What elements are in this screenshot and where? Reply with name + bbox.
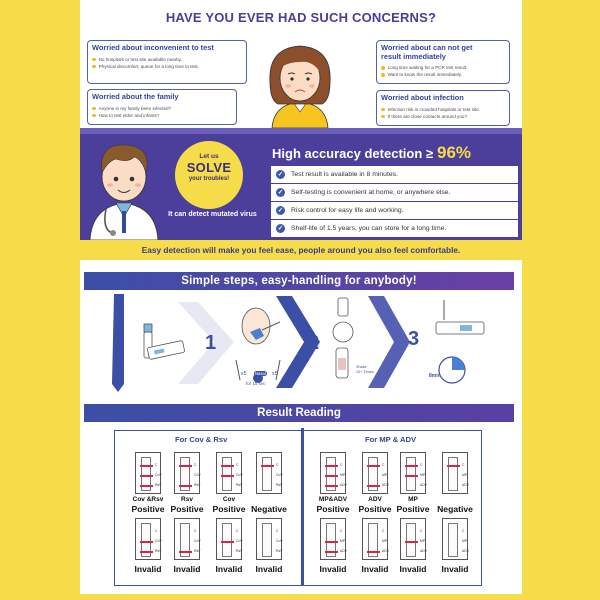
test-line <box>325 465 338 467</box>
concern-item: Physical discomfort, queue for a long time to test. <box>92 63 242 70</box>
test-cassette <box>256 452 282 494</box>
test-line <box>179 485 192 487</box>
line-label: CoV <box>194 539 201 543</box>
concern-item: Want to know the result immediately. <box>381 71 505 78</box>
result-status: Negative <box>437 504 473 514</box>
invalid-cassette <box>362 518 388 560</box>
line-label: RsV <box>194 549 201 553</box>
test-line <box>325 485 338 487</box>
yellow-frame-left <box>0 0 80 600</box>
concern-callout-test <box>87 40 247 84</box>
result-name: ADV <box>368 496 382 503</box>
line-label: C <box>382 529 385 533</box>
concern-item: Infection risk in crowded hospitals or test site. <box>381 106 505 113</box>
invalid-label: Invalid <box>255 564 283 574</box>
result-status: Positive <box>396 504 430 514</box>
bullet-dot-icon <box>381 73 385 77</box>
test-line <box>221 465 234 467</box>
line-label: C <box>462 463 465 467</box>
ease-banner: Easy detection will make you feel ease, people around you also feel comfortable. <box>80 240 522 260</box>
mutated-virus-text: It can detect mutated virus <box>168 211 257 218</box>
test-cassette <box>400 452 426 494</box>
line-label: MP <box>340 539 346 543</box>
result-status: Positive <box>212 504 246 514</box>
check-icon: ✓ <box>277 171 284 178</box>
bullet-dot-icon <box>381 115 385 119</box>
line-label: C <box>462 529 465 533</box>
bullet-dot-icon <box>92 65 96 69</box>
test-line <box>140 465 153 467</box>
solve-badge <box>175 141 243 209</box>
test-line <box>405 465 418 467</box>
line-label: RsV <box>276 483 283 487</box>
cassette-window <box>406 457 416 491</box>
line-label: C <box>276 463 279 467</box>
result-name: MP&ADV <box>318 496 348 503</box>
line-label: C <box>340 463 343 467</box>
leaflet-sheet <box>80 0 522 594</box>
solve-line-1: Let us <box>199 153 219 160</box>
cassette-window <box>406 523 416 557</box>
test-line <box>367 485 380 487</box>
result-name: Rsv <box>181 496 193 503</box>
line-label: C <box>236 463 239 467</box>
line-label: RsV <box>236 549 243 553</box>
invalid-label: Invalid <box>173 564 201 574</box>
line-label: C <box>382 463 385 467</box>
step-number-3: 3 <box>408 328 420 350</box>
feature-row <box>271 202 518 219</box>
line-label: ADV <box>420 549 427 553</box>
test-line <box>367 551 380 553</box>
result-status: Positive <box>316 504 350 514</box>
concern-item: No hospitals or test site available nearby. <box>92 56 242 63</box>
test-cassette <box>174 452 200 494</box>
result-status: Positive <box>358 504 392 514</box>
cassette-window <box>262 457 272 491</box>
panel-title-mp-adv: For MP & ADV <box>365 435 417 444</box>
page-title: HAVE YOU EVER HAD SUCH CONCERNS? <box>165 10 437 25</box>
test-line <box>140 475 153 477</box>
check-icon: ✓ <box>277 225 284 232</box>
concern-item: If there are close contacts around you? <box>381 113 505 120</box>
test-line <box>325 551 338 553</box>
result-name <box>241 496 297 504</box>
test-line <box>140 485 153 487</box>
line-label: CoV <box>194 473 201 477</box>
line-label: ADV <box>340 483 347 487</box>
line-label: C <box>155 463 158 467</box>
invalid-label: Invalid <box>319 564 347 574</box>
line-label: CoV <box>155 539 162 543</box>
test-line <box>221 475 234 477</box>
invalid-cassette <box>216 518 242 560</box>
concern-item: Anyone in my family been infected? <box>92 105 232 112</box>
line-label: C <box>236 529 239 533</box>
test-line <box>179 551 192 553</box>
result-label <box>427 496 483 514</box>
bullet-dot-icon <box>381 108 385 112</box>
line-label: CoV <box>276 539 283 543</box>
line-label: ADV <box>462 549 469 553</box>
invalid-label: Invalid <box>134 564 162 574</box>
concern-title: Worried about the family <box>92 92 179 101</box>
concern-title: Worried about inconvenient to test <box>92 43 214 52</box>
line-label: C <box>194 529 197 533</box>
test-line <box>325 541 338 543</box>
concern-title: Worried about can not get result immediately <box>381 43 473 61</box>
line-label: C <box>340 529 343 533</box>
line-label: C <box>155 529 158 533</box>
feature-row <box>271 184 518 201</box>
line-label: MP <box>382 473 388 477</box>
line-label: ADV <box>340 549 347 553</box>
yellow-frame-bottom <box>0 594 600 600</box>
concern-callout-family <box>87 89 237 125</box>
invalid-cassette <box>400 518 426 560</box>
invalid-label: Invalid <box>441 564 469 574</box>
concern-callout-result <box>376 40 510 84</box>
result-status: Negative <box>251 504 287 514</box>
test-line <box>367 465 380 467</box>
bullet-dot-icon <box>92 114 96 118</box>
invalid-label: Invalid <box>399 564 427 574</box>
swab-nasal-label: Nasal <box>255 371 266 376</box>
step-number-2: 2 <box>308 332 320 354</box>
test-line <box>447 465 460 467</box>
line-label: CoV <box>276 473 283 477</box>
doctor-illustration <box>82 133 166 240</box>
line-label: C <box>276 529 279 533</box>
line-label: RsV <box>155 483 162 487</box>
test-line <box>405 541 418 543</box>
line-label: CoV <box>236 539 243 543</box>
check-icon: ✓ <box>277 189 284 196</box>
result-name: Cov &Rsv <box>132 496 164 503</box>
shake-note: Shake 10+ Times <box>356 365 374 374</box>
line-label: RsV <box>194 483 201 487</box>
invalid-cassette <box>256 518 282 560</box>
cassette-window <box>222 523 232 557</box>
result-status: Positive <box>170 504 204 514</box>
line-label: ADV <box>382 549 389 553</box>
line-label: RsV <box>155 549 162 553</box>
result-reading-heading: Result Reading <box>84 404 514 422</box>
cassette-window <box>222 457 232 491</box>
steps-heading: Simple steps, easy-handling for anybody! <box>84 272 514 290</box>
panel-divider <box>301 428 304 586</box>
swab-count-right: x5 <box>272 371 278 377</box>
result-name: Cov <box>222 496 236 503</box>
test-line <box>405 475 418 477</box>
cassette-window <box>448 523 458 557</box>
bullet-dot-icon <box>92 107 96 111</box>
feature-row <box>271 166 518 183</box>
swab-duration: for 15 sec <box>246 381 266 386</box>
line-label: CoV <box>236 473 243 477</box>
yellow-frame-right <box>522 0 600 600</box>
line-label: C <box>420 463 423 467</box>
line-label: MP <box>420 473 426 477</box>
steps-illustration <box>80 292 522 400</box>
invalid-cassette <box>174 518 200 560</box>
cassette-window <box>448 457 458 491</box>
test-line <box>325 475 338 477</box>
swab-count-left: x5 <box>241 371 247 377</box>
invalid-cassette <box>442 518 468 560</box>
invalid-cassette <box>135 518 161 560</box>
feature-row <box>271 220 518 237</box>
result-name: MP <box>408 496 418 503</box>
feature-text: Test result is available in 8 minutes. <box>291 171 398 178</box>
line-label: MP <box>462 539 468 543</box>
bullet-dot-icon <box>92 58 96 62</box>
line-label: ADV <box>420 483 427 487</box>
line-label: MP <box>420 539 426 543</box>
feature-text: Risk control for easy life and working. <box>291 207 404 214</box>
result-label <box>241 496 297 514</box>
accuracy-label: High accuracy detection ≥ <box>272 146 434 161</box>
test-line <box>140 541 153 543</box>
accuracy-value: 96% <box>437 143 472 162</box>
worried-girl-illustration <box>260 42 340 128</box>
concern-callout-infection <box>376 90 510 126</box>
bullet-dot-icon <box>381 66 385 70</box>
accuracy-heading <box>272 143 471 163</box>
test-cassette <box>442 452 468 494</box>
line-label: RsV <box>276 549 283 553</box>
concern-item: Long time waiting for a PCR test result. <box>381 64 505 71</box>
test-line <box>179 465 192 467</box>
line-label: RsV <box>236 483 243 487</box>
feature-text: Self-testing is convenient at home, or anywhere else. <box>291 189 451 196</box>
invalid-cassette <box>320 518 346 560</box>
line-label: MP <box>382 539 388 543</box>
invalid-label: Invalid <box>361 564 389 574</box>
line-label: C <box>420 529 423 533</box>
test-cassette <box>362 452 388 494</box>
step-number-1: 1 <box>205 332 217 354</box>
line-label: MP <box>340 473 346 477</box>
timer-label: 8min <box>429 373 441 379</box>
invalid-label: Invalid <box>215 564 243 574</box>
result-status: Positive <box>131 504 165 514</box>
test-line <box>140 551 153 553</box>
test-line <box>221 541 234 543</box>
line-label: C <box>194 463 197 467</box>
test-cassette <box>135 452 161 494</box>
line-label: ADV <box>462 483 469 487</box>
test-cassette <box>216 452 242 494</box>
test-line <box>261 465 274 467</box>
concern-item: How to test elder and infants? <box>92 112 232 119</box>
cassette-window <box>262 523 272 557</box>
panel-title-cov-rsv: For Cov & Rsv <box>175 435 228 444</box>
solve-line-3: your troubles! <box>188 176 230 182</box>
check-icon: ✓ <box>277 207 284 214</box>
line-label: MP <box>462 473 468 477</box>
solve-line-2: SOLVE <box>186 160 232 175</box>
line-label: ADV <box>382 483 389 487</box>
test-cassette <box>320 452 346 494</box>
feature-text: Shelf-life of 1.5 years, you can store for a long time. <box>291 225 447 232</box>
concern-title: Worried about infection <box>381 93 464 102</box>
result-name <box>427 496 483 504</box>
line-label: CoV <box>155 473 162 477</box>
